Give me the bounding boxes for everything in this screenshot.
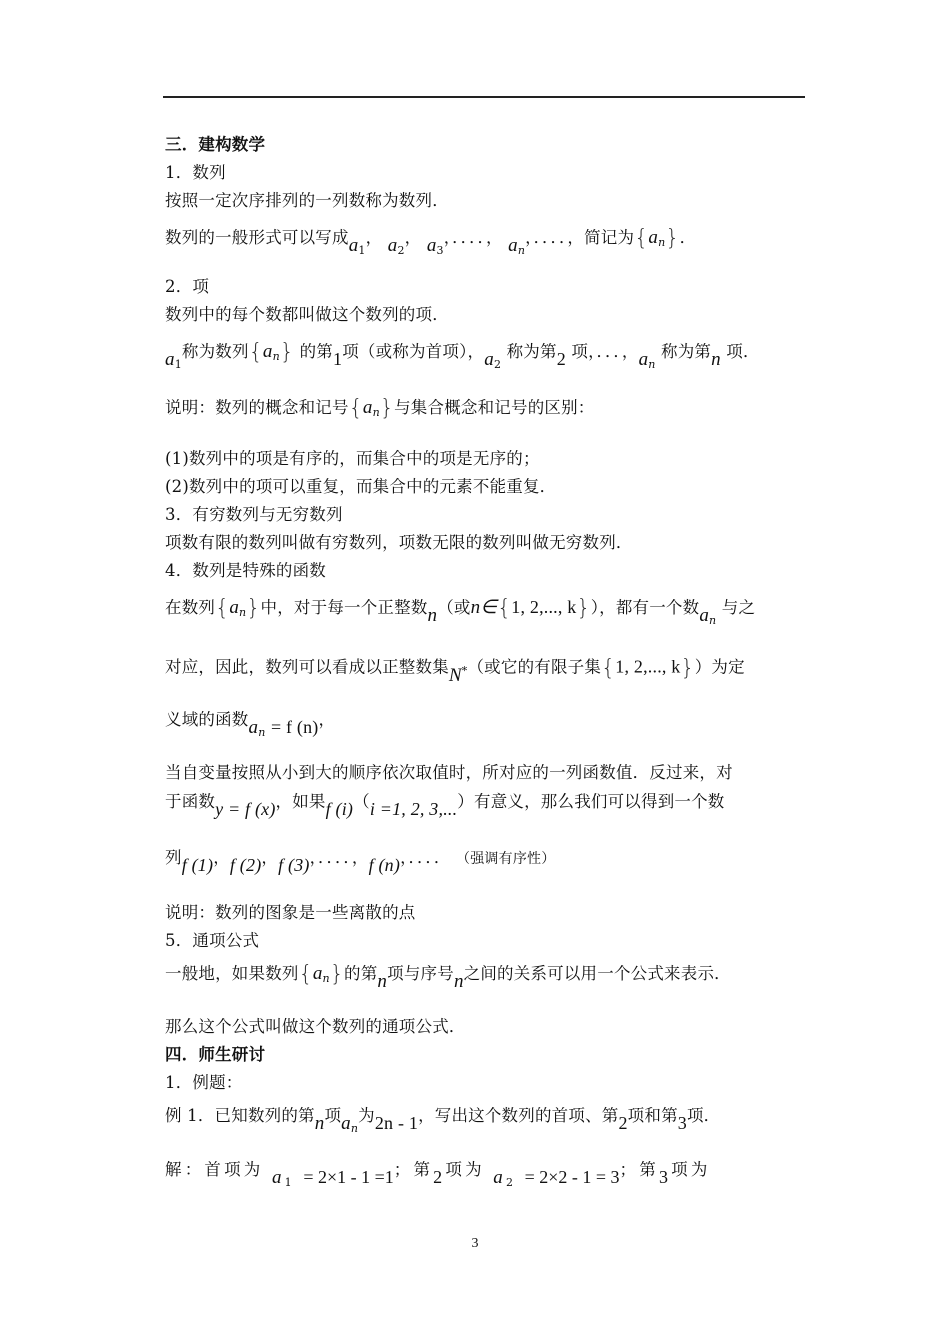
text: ，．．．．，简记为 [525,228,635,247]
note-point-1: (1)数列中的项是有序的，而集合中的项是无序的； [165,449,540,468]
text: ，．．．．， [443,228,503,247]
math-number: 2 [618,1113,628,1133]
sub: 3 [436,244,444,257]
sub: 2 [493,358,502,371]
subsection-title-4: 4．数列是特殊的函数 [165,561,326,580]
math-expr: i =1, 2, 3,... [369,799,458,819]
math-a: a [508,235,518,256]
brace: } [665,226,680,251]
math-a: a [387,235,398,256]
text: ；第 [619,1160,659,1179]
header-rule [163,96,805,98]
math-expr: f (n) [368,855,401,875]
section-heading-3: 三．建构数学 [165,135,266,154]
math-expr: f (3) [278,855,310,875]
text: ）为定 [694,657,745,677]
text: （或 [437,598,471,617]
sub: n [372,406,380,419]
math-expr: = 2×2 - 1 = 3 [524,1167,620,1187]
text: 一般地，如果数列 [165,964,299,983]
text: 项为 [445,1160,485,1179]
brace: { [298,962,313,987]
solution-line [165,1158,711,1189]
sub: 2 [505,1176,517,1189]
function-line-3: 义域的函数$a_n = f$ (n)， [165,710,336,739]
math-expr: = f (n) [270,717,319,737]
math-number: 3 [658,1167,672,1187]
definition-sequence: 按照一定次序排列的一列数称为数列． [165,191,449,210]
math-a: a [312,963,323,984]
function-line-5 [165,790,725,819]
note-point-2: (2)数列中的项可以重复，而集合中的元素不能重复． [165,477,557,496]
sub: n [239,606,247,619]
math-number: 2 [433,1167,446,1187]
text: 称为第 [506,342,557,361]
text: ，写出这个数列的首项、第 [418,1106,619,1125]
math-a: a [484,349,494,370]
math-expr: = 2×1 - 1 =1 [303,1167,394,1187]
text: ）有意义，那么我们可以得到一个数 [457,792,725,811]
section-heading-4: 四．师生研讨 [165,1045,266,1064]
text: 项 [324,1106,342,1125]
math-n: n [314,1113,325,1134]
text: 与集合概念和记号的区别： [394,398,595,417]
text: 称为第 [661,342,712,361]
sub: n [517,244,526,257]
text: 例 1．已知数列的第 [165,1106,315,1125]
brace: } [680,655,695,681]
text: 项． [726,342,760,361]
general-term-definition: 那么这个公式叫做这个数列的通项公式． [165,1017,466,1036]
subsection-title-5: 5．通项公式 [165,931,260,950]
text: ；第 [393,1160,434,1179]
math-n-in: n∈ [470,597,498,618]
subsection-title-2: 2．项 [165,277,210,296]
math-a: a [493,1167,506,1188]
subsection-title-3: 3．有穷数列与无穷数列 [165,505,343,524]
sub: 1 [358,244,366,257]
text: ，．．．．， [309,848,369,867]
text: 中，对于每一个正整数 [260,598,428,617]
text: 项（或称为首项）， [342,342,485,361]
sub: n [272,350,280,363]
math-a: a [248,717,259,738]
sup: * [461,664,468,677]
function-line-4: 当自变量按照从小到大的顺序依次取值时，所对应的一列函数值．反过来，对 [165,763,733,782]
text: 于函数 [165,792,216,811]
math-a: a [229,597,240,618]
math-expr: f (i) [325,799,354,819]
text: 对应，因此，数列可以看成以正整数集 [165,657,449,677]
sub: n [709,614,717,627]
text: （ [353,792,370,811]
math-a: a [648,227,659,248]
note-line-2: 说明：数列的图象是一些离散的点 [165,903,416,922]
text: 为 [358,1106,375,1125]
math-a: a [348,235,359,256]
definition-term: 数列中的每个数都叫做这个数列的项． [165,305,449,324]
text: 项与序号 [387,964,454,983]
brace: } [279,340,295,365]
note-line-1 [165,396,595,424]
subsection-title-1: 1．数列 [165,163,226,182]
text: 的第 [344,964,378,983]
text: 数列的一般形式可以写成 [165,228,349,247]
math-a: a [341,1113,351,1134]
function-line-6: 列f (1)，f (2)，f (3)，．．．．，f (n)，．．．． （强调有序性） [165,848,556,875]
text: 说明：数列的概念和记号 [165,398,349,417]
math-expr: f (1) [181,855,214,875]
text: 项和第 [627,1106,678,1125]
math-number: 2 [556,349,566,369]
text: 义域的函数 [165,710,249,729]
math-expr: f (2) [229,855,262,875]
math-number: 3 [677,1113,687,1133]
brace: } [246,596,261,621]
text: 列 [165,848,182,867]
brace: } [379,396,395,421]
math-number: 1 [332,349,343,369]
text: 项，．．．， [571,342,639,361]
math-n: n [427,605,438,626]
text: 在数列 [165,598,216,617]
math-expr: y = f (x) [215,799,276,819]
general-term-line [165,962,731,990]
text: ），都有一个数 [590,598,700,617]
math-a: a [426,235,437,256]
sub: n [658,236,666,249]
text: 称为数列 [181,342,249,361]
sub: n [258,726,266,739]
example-1-line [165,1104,721,1135]
sub: 1 [284,1176,295,1189]
math-a: a [362,397,373,418]
math-a: a [699,605,710,626]
term-naming-line [165,340,760,371]
sub: n [322,972,330,985]
page-number: 3 [471,1236,479,1251]
text: （或它的有限子集 [467,657,602,677]
function-line-1 [165,596,756,627]
example-title: 1．例题： [165,1073,243,1092]
brace: { [348,396,363,421]
text: 项． [686,1106,721,1125]
sub: n [648,358,656,371]
sub: 1 [174,358,182,371]
math-n: n [453,971,464,992]
text: （强调有序性） [456,851,556,867]
brace: { [634,226,649,251]
text: 与之 [721,598,756,617]
definition-finite-infinite: 项数有限的数列叫做有穷数列，项数无限的数列叫做无穷数列． [165,533,633,552]
text: 的第 [299,342,333,361]
math-set: 1, 2,..., k [615,656,681,677]
math-N: N [448,664,462,686]
math-a: a [165,349,175,370]
brace: { [215,596,230,621]
text: 解：首项为 [165,1160,264,1179]
function-line-2 [165,652,745,686]
sub: n [350,1122,359,1135]
math-n: n [711,349,721,370]
brace: } [576,596,591,621]
math-a: a [271,1167,285,1188]
brace: { [497,596,512,621]
general-form-line: 数列的一般形式可以写成a1， a2， a3，．．．．， $a_n$，．．．．，简记为$\{a_n\}$． [165,226,697,257]
math-a: a [638,349,649,370]
text: 项为 [671,1160,711,1179]
text: ，．．．． [400,848,451,867]
text: ，如果 [275,792,326,811]
brace: { [248,340,263,365]
math-n: n [377,971,388,992]
math-set: 1, 2,..., k [511,597,577,617]
math-a: a [262,341,273,362]
math-expr: 2n - 1 [374,1113,419,1133]
brace: } [329,962,345,987]
brace: { [601,655,616,681]
sub: 2 [397,244,405,257]
text: 之间的关系可以用一个公式来表示． [463,964,731,983]
